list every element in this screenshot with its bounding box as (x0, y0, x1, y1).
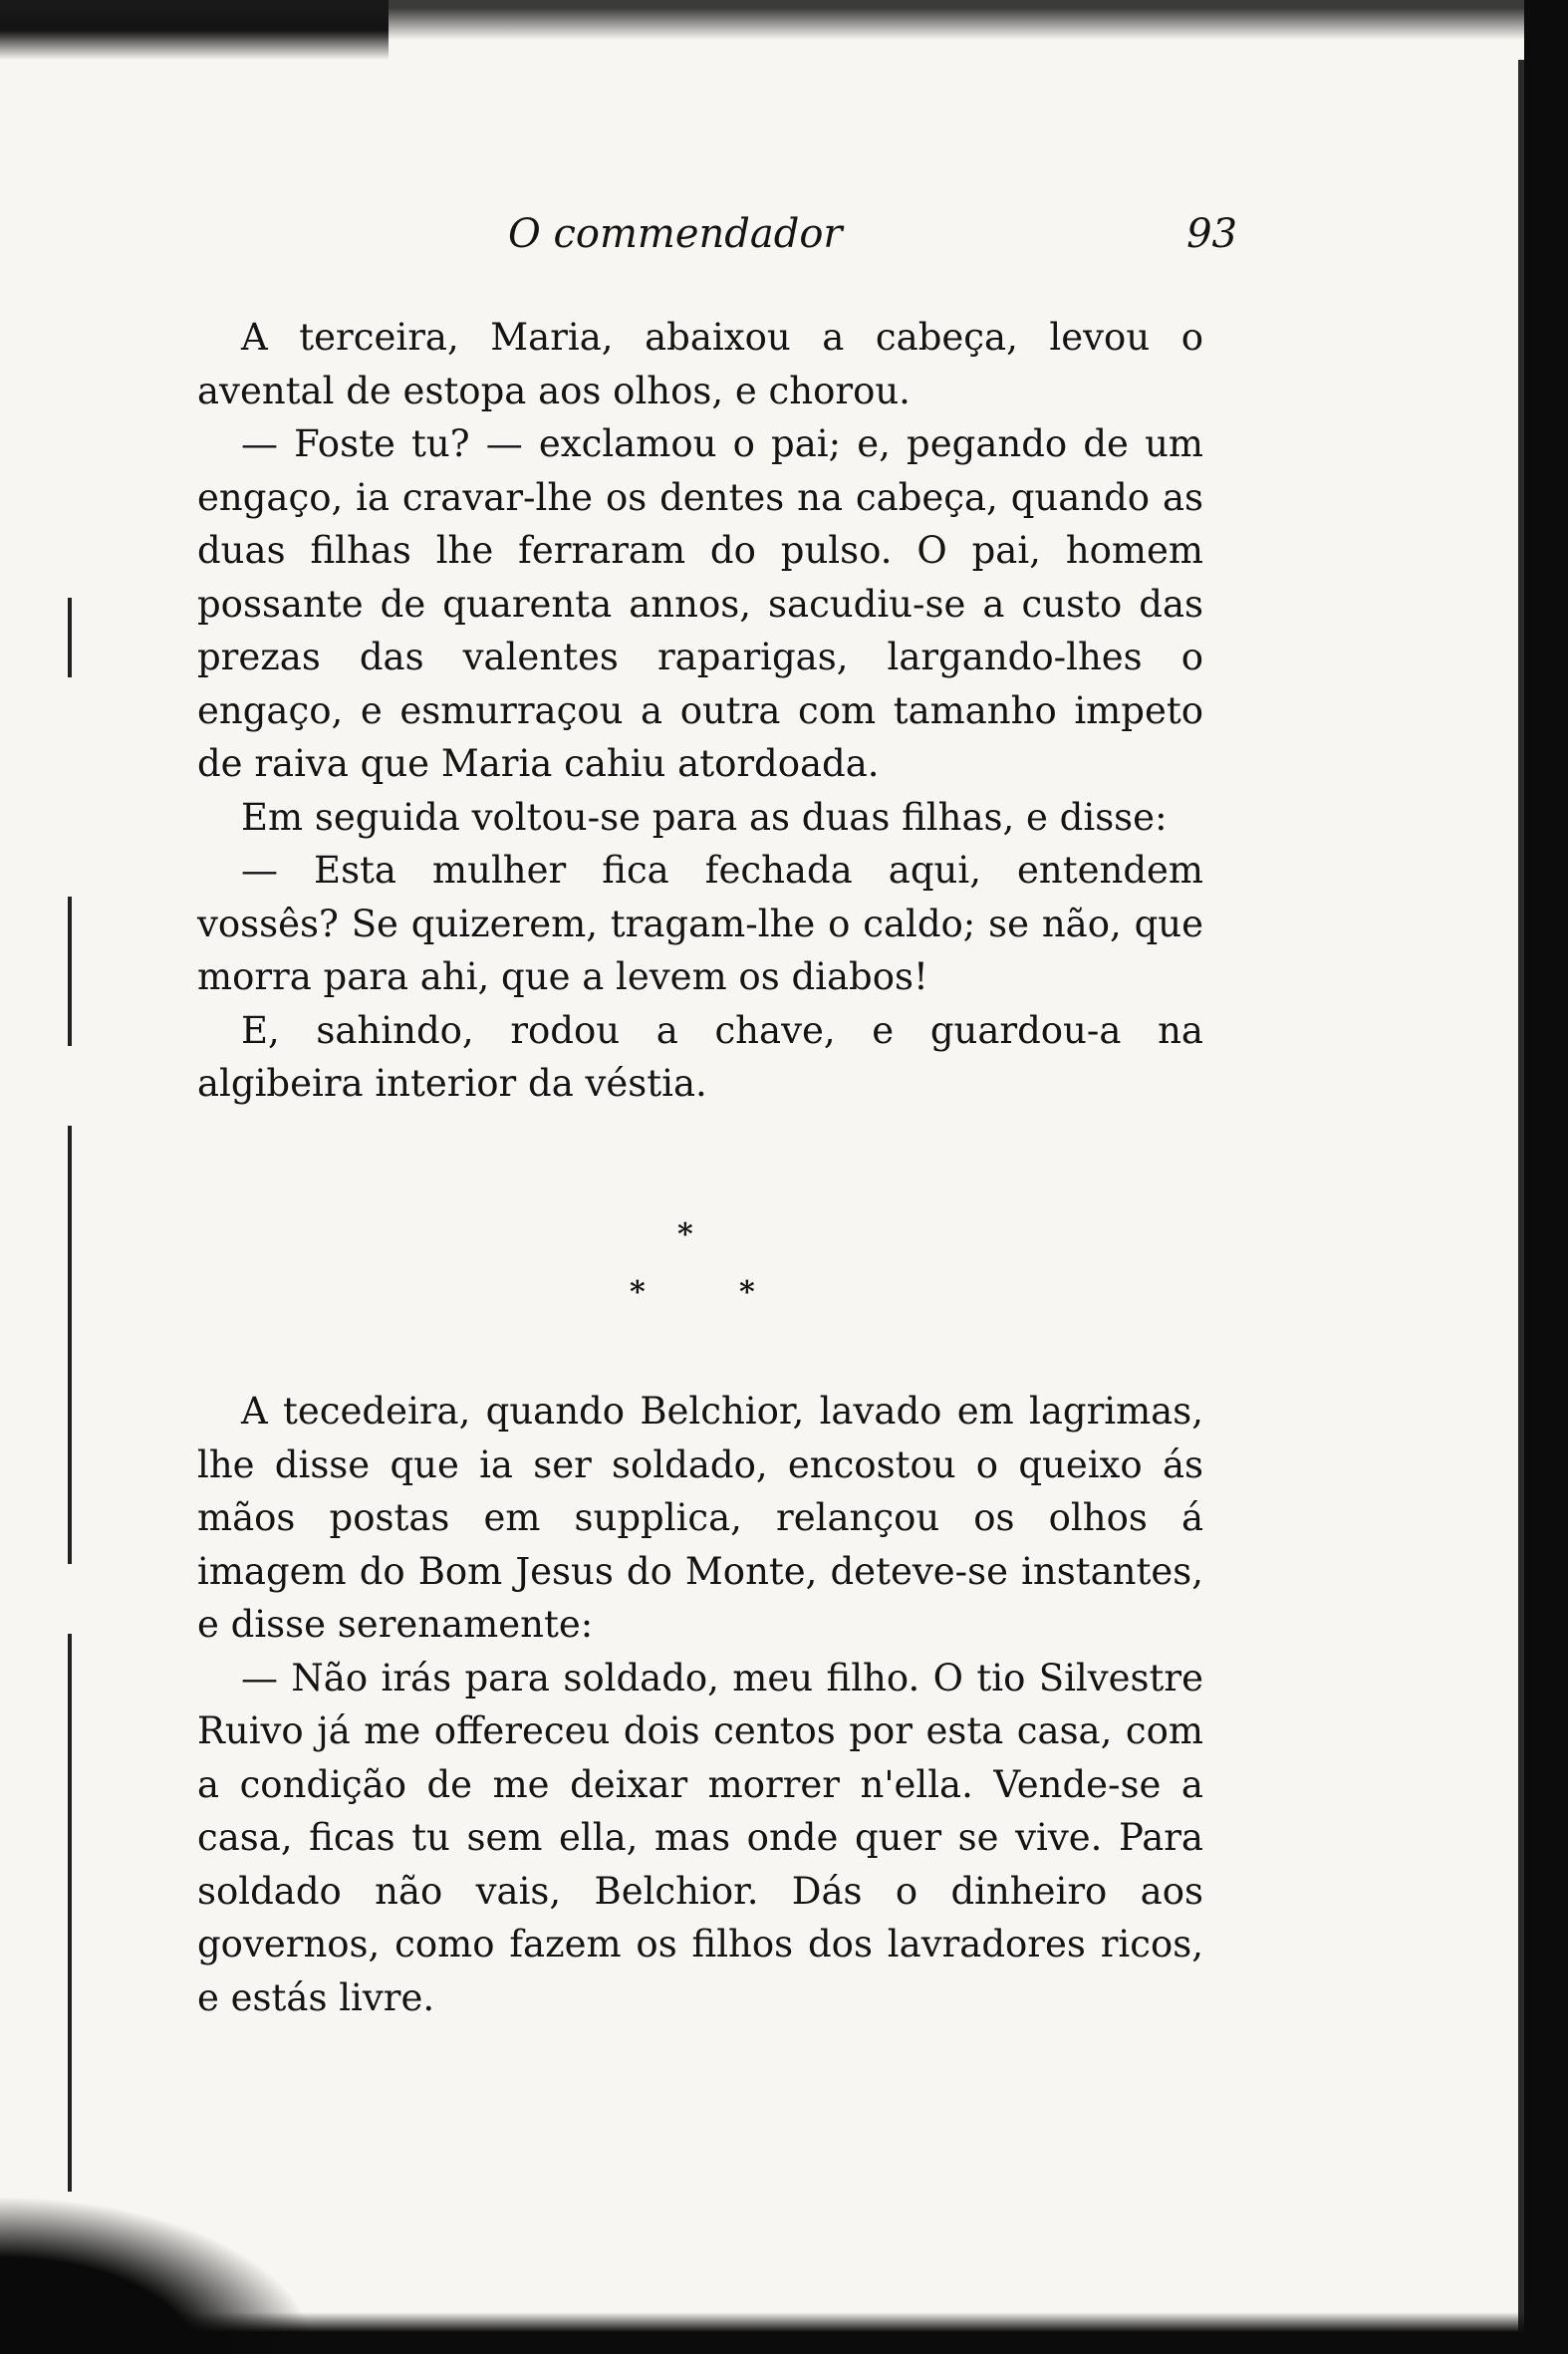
scan-edge-right (1524, 0, 1568, 2354)
gutter-mark (68, 1634, 72, 2192)
section-separator (598, 1217, 777, 1327)
text-section-1 (197, 311, 1203, 1111)
asterisk-icon: * (630, 1275, 646, 1310)
paragraph: Em seguida voltou-se para as duas filhas, e disse: (241, 795, 1168, 839)
page-header (241, 211, 1237, 271)
asterisk-icon: * (739, 1275, 755, 1310)
paragraph: — Não irás para soldado, meu filho. O tio Silvestre Ruivo já me offereceu dois centos por esta casa, com a condição de me deixar morrer n'ella. Vende-se a casa, ficas tu sem ella, mas onde quer se vive. Para soldado não vais, Belchior. Dás o dinheiro aos governos, como fazem os filhos dos lavradores ricos, e estás livre. (197, 1656, 1203, 2019)
page-number: 93 (1186, 211, 1237, 257)
gutter-mark (68, 598, 72, 677)
asterisk-icon: * (677, 1217, 693, 1252)
gutter-mark (68, 1126, 72, 1564)
running-title: O commendador (508, 211, 843, 257)
paragraph: E, sahindo, rodou a chave, e guardou-a na algibeira interior da véstia. (197, 1008, 1203, 1105)
scan-edge-top (0, 0, 1568, 40)
scan-edge-bottom-left (0, 2175, 359, 2354)
paragraph: — Esta mulher fica fechada aqui, entendem vossês? Se quizerem, tragam-lhe o caldo; se não, que morra para ahi, que a levem os diabos! (197, 849, 1203, 998)
paragraph: — Foste tu? — exclamou o pai; e, pegando de um engaço, ia cravar-lhe os dentes na cabeça, quando as duas filhas lhe ferraram do pulso. O pai, homem possante de quarenta annos, sacudiu-se a custo das prezas das valentes raparigas, largando-lhes o engaço, e esmurraçou a outra com tamanho impeto de raiva que Maria cahiu atordoada. (197, 422, 1203, 785)
gutter-mark (68, 897, 72, 1046)
scan-edge-right-inner (1518, 60, 1524, 2331)
paragraph: A tecedeira, quando Belchior, lavado em lagrimas, lhe disse que ia ser soldado, encostou o queixo ás mãos postas em supplica, relançou os olhos á imagem do Bom Jesus do Monte, deteve-se instantes, e disse serenamente: (197, 1390, 1203, 1646)
text-section-2 (197, 1385, 1203, 2024)
paragraph: A terceira, Maria, abaixou a cabeça, levou o avental de estopa aos olhos, e chorou. (197, 316, 1203, 412)
